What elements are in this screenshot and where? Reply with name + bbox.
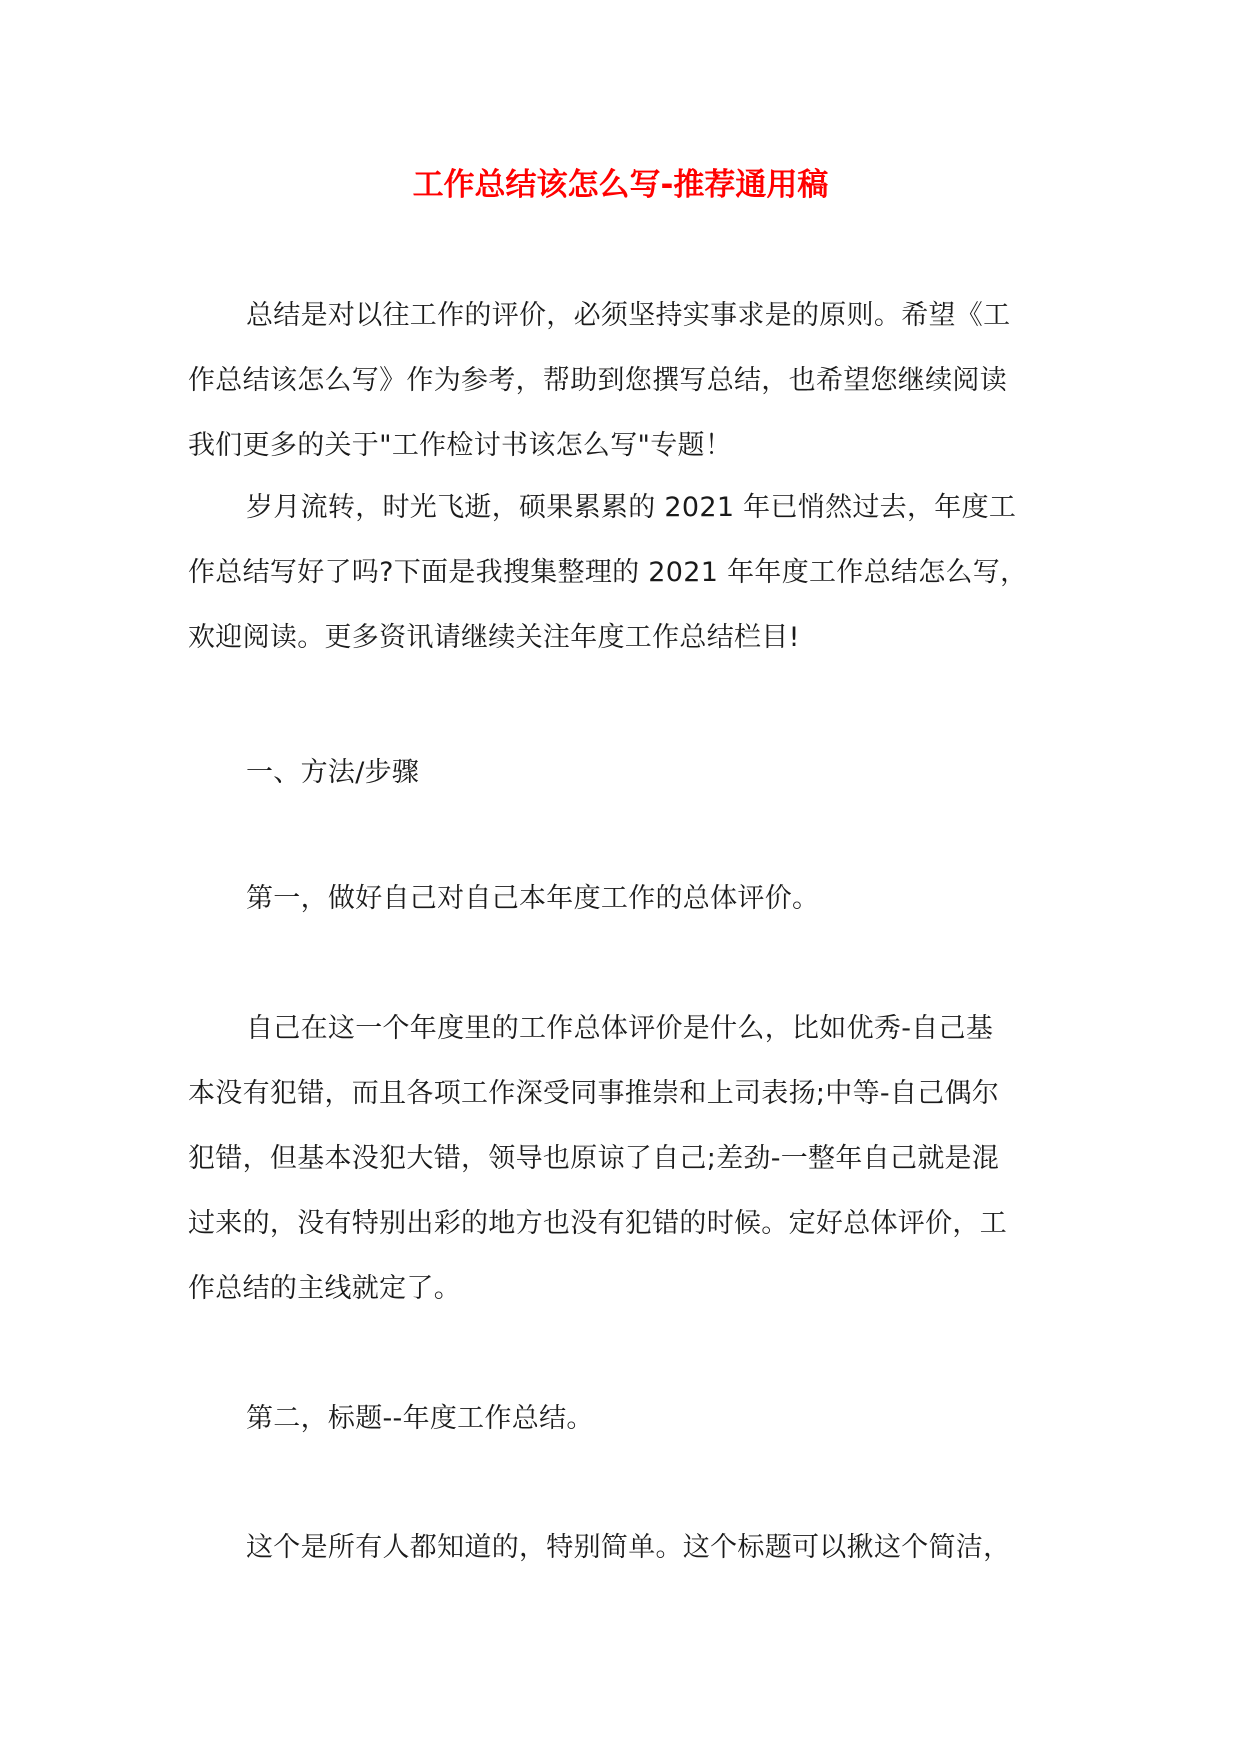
step-one-paragraph xyxy=(188,996,1088,1321)
document-title: 工作总结该怎么写-推荐通用稿 xyxy=(412,167,829,203)
step-one-heading xyxy=(188,866,1088,931)
paragraph-line: 岁月流转，时光飞逝，硕果累累的 2021 年已悄然过去，年度工 xyxy=(246,492,1017,523)
paragraph-line: 过来的，没有特别出彩的地方也没有犯错的时候。定好总体评价，工 xyxy=(188,1208,1007,1239)
paragraph-line: 这个是所有人都知道的，特别简单。这个标题可以揪这个简洁， xyxy=(246,1532,1011,1563)
paragraph-line: 作总结该怎么写》作为参考，帮助到您撰写总结，也希望您继续阅读 xyxy=(188,365,1007,396)
paragraph-line: 总结是对以往工作的评价，必须坚持实事求是的原则。希望《工 xyxy=(246,300,1011,331)
paragraph-line: 作总结的主线就定了。 xyxy=(188,1273,461,1304)
intro-paragraph xyxy=(188,283,1088,478)
paragraph-line: 自己在这一个年度里的工作总体评价是什么，比如优秀-自己基 xyxy=(246,1013,994,1044)
paragraph-line: 第一，做好自己对自己本年度工作的总体评价。 xyxy=(246,883,820,914)
paragraph-line: 犯错，但基本没犯大错，领导也原谅了自己;差劲-一整年自己就是混 xyxy=(188,1143,1000,1174)
section-heading-methods xyxy=(188,740,1088,805)
paragraph-line: 作总结写好了吗?下面是我搜集整理的 2021 年年度工作总结怎么写， xyxy=(188,557,1028,588)
paragraph-line: 我们更多的关于"工作检讨书该怎么写"专题！ xyxy=(188,430,733,461)
step-two-heading xyxy=(188,1386,1088,1451)
heading-line: 一、方法/步骤 xyxy=(246,757,420,788)
paragraph-line: 欢迎阅读。更多资讯请继续关注年度工作总结栏目! xyxy=(188,622,800,653)
year-review-paragraph xyxy=(188,475,1088,670)
paragraph-line: 本没有犯错，而且各项工作深受同事推崇和上司表扬;中等-自己偶尔 xyxy=(188,1078,1000,1109)
paragraph-line: 第二，标题--年度工作总结。 xyxy=(246,1403,594,1434)
step-two-paragraph xyxy=(188,1515,1088,1580)
